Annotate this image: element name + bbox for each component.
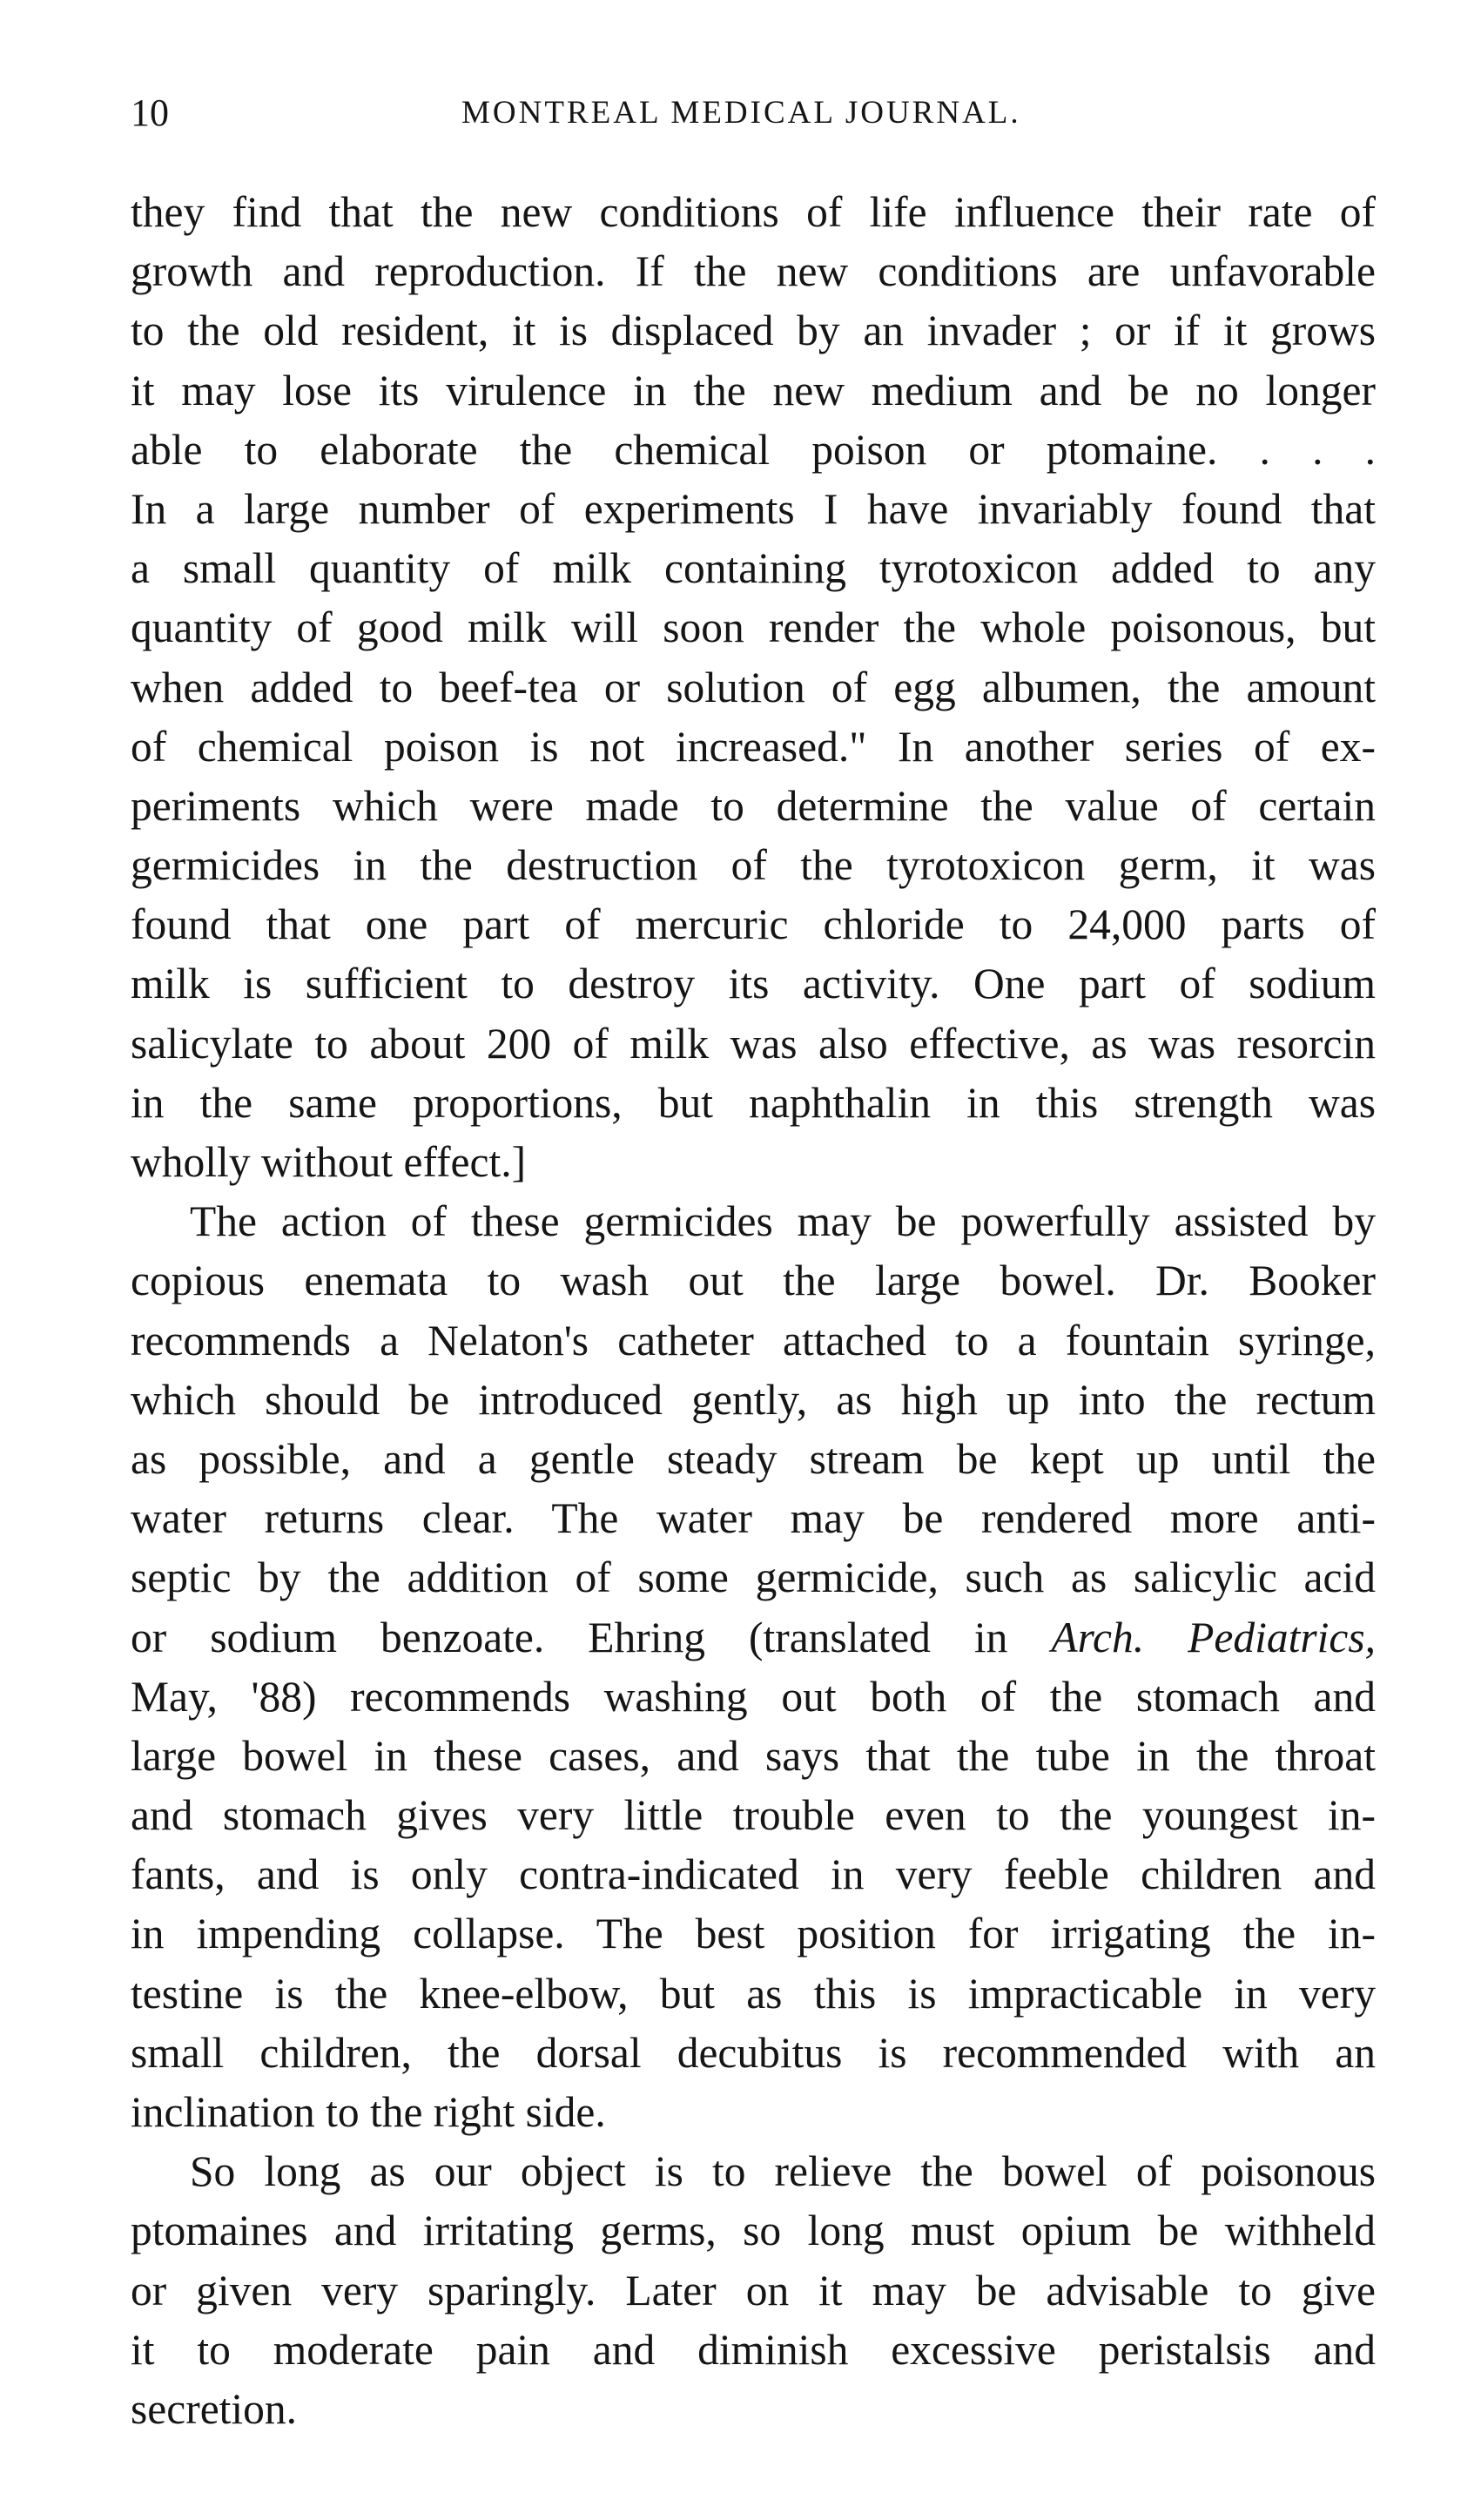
text-line: it to moderate pain and diminish excessive peristalsis and <box>131 2325 1376 2374</box>
text-segment: or sodium benzoate. Ehring (translated in <box>131 1613 1008 1661</box>
text-line: salicylate to about 200 of milk was also effective, as was resorcin <box>131 1019 1376 1068</box>
text-line-with-citation <box>131 1608 1376 1668</box>
text-line: ptomaines and irritating germs, so long must opium be withheld <box>131 2207 1376 2255</box>
text-line: testine is the knee-elbow, but as this is impracticable in very <box>131 1969 1376 2018</box>
text-line: found that one part of mercuric chloride to 24,000 parts of <box>131 900 1376 949</box>
text-line: fants, and is only contra-indicated in very feeble children and <box>131 1850 1376 1899</box>
text-line: germicides in the destruction of the tyrotoxicon germ, it was <box>131 841 1376 890</box>
text-line: inclination to the right side. <box>131 2088 606 2136</box>
text-line: small children, the dorsal decubitus is recommended with an <box>131 2028 1376 2077</box>
journal-title: MONTREAL MEDICAL JOURNAL. <box>461 95 1021 131</box>
text-line: able to elaborate the chemical poison or ptomaine. . . . <box>131 425 1376 474</box>
text-line: growth and reproduction. If the new conditions are unfavorable <box>131 247 1376 296</box>
paragraph-start-line: So long as our object is to relieve the bowel of poisonous <box>190 2147 1376 2196</box>
text-line: of chemical poison is not increased." In another series of ex- <box>131 722 1376 771</box>
text-line: water returns clear. The water may be rendered more anti- <box>131 1494 1376 1543</box>
text-line: In a large number of experiments I have invariably found that <box>131 484 1376 533</box>
article-text <box>131 183 1376 2439</box>
text-line: a small quantity of milk containing tyrotoxicon added to any <box>131 544 1376 593</box>
text-line: in the same proportions, but naphthalin in this strength was <box>131 1078 1376 1127</box>
text-line: May, '88) recommends washing out both of the stomach and <box>131 1672 1376 1721</box>
page-number: 10 <box>131 91 169 134</box>
text-line: milk is sufficient to destroy its activity. One part of sodium <box>131 960 1376 1008</box>
text-line: to the old resident, it is displaced by an invader ; or if it grows <box>131 307 1376 355</box>
text-line: quantity of good milk will soon render the whole poisonous, but <box>131 603 1376 652</box>
text-line: it may lose its virulence in the new medium and be no longer <box>131 366 1376 414</box>
text-line: in impending collapse. The best position for irrigating the in- <box>131 1910 1376 1958</box>
text-line: they find that the new conditions of life influence their rate of <box>131 188 1376 236</box>
text-line: as possible, and a gentle steady stream be kept up until the <box>131 1434 1376 1483</box>
text-line: or given very sparingly. Later on it may be advisable to give <box>131 2266 1376 2314</box>
paragraph-start-line: The action of these germicides may be powerfully assisted by <box>190 1197 1376 1246</box>
text-line: periments which were made to determine the value of certain <box>131 781 1376 830</box>
text-line: which should be introduced gently, as high up into the rectum <box>131 1375 1376 1424</box>
text-line: wholly without effect.] <box>131 1138 527 1186</box>
text-line: septic by the addition of some germicide, such as salicylic acid <box>131 1553 1376 1602</box>
text-line: secretion. <box>131 2384 298 2433</box>
text-line: and stomach gives very little trouble even to the youngest in- <box>131 1791 1376 1840</box>
text-line: large bowel in these cases, and says that the tube in the throat <box>131 1731 1376 1780</box>
text-line: recommends a Nelaton's catheter attached to a fountain syringe, <box>131 1316 1376 1364</box>
running-head <box>131 87 1376 139</box>
text-line: when added to beef-tea or solution of egg albumen, the amount <box>131 663 1376 711</box>
italic-citation: Arch. Pediatrics, <box>1051 1613 1376 1661</box>
page <box>131 87 1376 2439</box>
text-line: copious enemata to wash out the large bowel. Dr. Booker <box>131 1257 1376 1305</box>
